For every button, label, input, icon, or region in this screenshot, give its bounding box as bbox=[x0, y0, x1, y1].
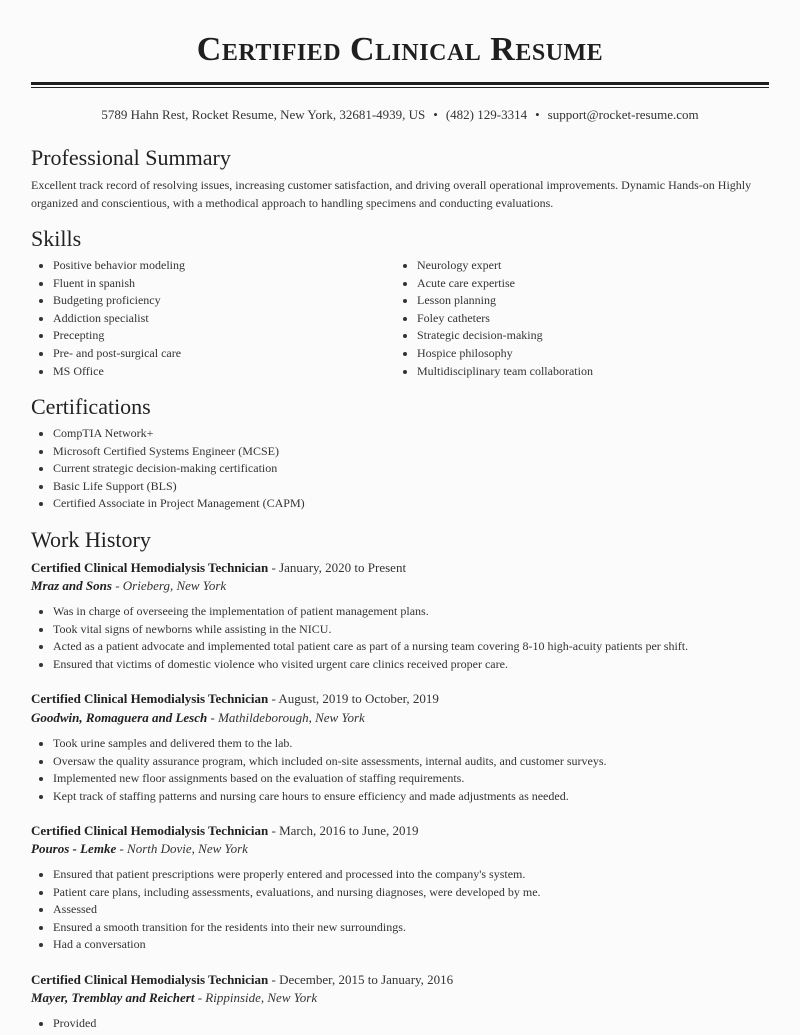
employer-line bbox=[31, 989, 317, 1007]
job-dates: - December, 2015 to January, 2016 bbox=[268, 972, 454, 987]
certifications-list bbox=[31, 425, 771, 513]
job-title-line bbox=[31, 559, 406, 577]
certifications-heading: Certifications bbox=[31, 394, 151, 419]
skill-item: Neurology expert bbox=[395, 257, 765, 275]
work-history-heading: Work History bbox=[31, 527, 151, 552]
employer-location: - Mathildeborough, New York bbox=[207, 710, 365, 725]
skill-item: Precepting bbox=[31, 327, 391, 345]
job-bullet: Took urine samples and delivered them to the lab. bbox=[31, 735, 776, 753]
skill-item: Acute care expertise bbox=[395, 275, 765, 293]
contact-separator: • bbox=[433, 107, 438, 122]
job-dates: - March, 2016 to June, 2019 bbox=[268, 823, 419, 838]
employer-line bbox=[31, 840, 248, 858]
skill-item: Pre- and post-surgical care bbox=[31, 345, 391, 363]
title-rule-thick bbox=[31, 82, 769, 85]
skills-heading: Skills bbox=[31, 226, 82, 251]
job-bullet: Oversaw the quality assurance program, which included on-site assessments, internal audits, and customer surveys. bbox=[31, 753, 776, 771]
employer-name: Goodwin, Romaguera and Lesch bbox=[31, 710, 208, 725]
employer-line bbox=[31, 577, 226, 595]
skill-item: Addiction specialist bbox=[31, 310, 391, 328]
job-bullets bbox=[31, 735, 776, 805]
skill-item: Strategic decision-making bbox=[395, 327, 765, 345]
job-bullet: Ensured a smooth transition for the residents into their new surroundings. bbox=[31, 919, 776, 937]
job-bullet: Was in charge of overseeing the implementation of patient management plans. bbox=[31, 603, 776, 621]
job-title-line bbox=[31, 822, 418, 840]
job-bullet: Ensured that patient prescriptions were properly entered and processed into the company's system. bbox=[31, 866, 776, 884]
job-bullet: Acted as a patient advocate and implemented total patient care as part of a nursing team covering 8-10 high-acuity patients per shift. bbox=[31, 638, 776, 656]
skills-list-left bbox=[31, 257, 391, 380]
certification-item: CompTIA Network+ bbox=[31, 425, 771, 443]
job-title: Certified Clinical Hemodialysis Technician bbox=[31, 972, 269, 987]
skill-item: Budgeting proficiency bbox=[31, 292, 391, 310]
job-bullet: Had a conversation bbox=[31, 936, 776, 954]
skills-list-right bbox=[395, 257, 765, 380]
summary-heading: Professional Summary bbox=[31, 145, 231, 170]
skill-item: Positive behavior modeling bbox=[31, 257, 391, 275]
resume-title: Certified Clinical Resume bbox=[196, 31, 604, 68]
employer-name: Mayer, Tremblay and Reichert bbox=[31, 990, 195, 1005]
certification-item: Microsoft Certified Systems Engineer (MCSE) bbox=[31, 443, 771, 461]
employer-location: - Orieberg, New York bbox=[111, 578, 227, 593]
certification-item: Current strategic decision-making certification bbox=[31, 460, 771, 478]
skill-item: MS Office bbox=[31, 363, 391, 381]
contact-email: support@rocket-resume.com bbox=[547, 107, 699, 122]
job-dates: - January, 2020 to Present bbox=[268, 560, 407, 575]
job-title: Certified Clinical Hemodialysis Technician bbox=[31, 560, 269, 575]
employer-location: - Rippinside, New York bbox=[194, 990, 318, 1005]
contact-address: 5789 Hahn Rest, Rocket Resume, New York, 32681-4939, US bbox=[101, 107, 426, 122]
contact-separator: • bbox=[535, 107, 540, 122]
skill-item: Multidisciplinary team collaboration bbox=[395, 363, 765, 381]
employer-name: Pouros - Lemke bbox=[31, 841, 117, 856]
job-title-line bbox=[31, 690, 439, 708]
certification-item: Certified Associate in Project Management (CAPM) bbox=[31, 495, 771, 513]
job-bullets bbox=[31, 1015, 776, 1033]
job-bullet: Implemented new floor assignments based on the evaluation of staffing requirements. bbox=[31, 770, 776, 788]
skill-item: Foley catheters bbox=[395, 310, 765, 328]
job-bullets bbox=[31, 866, 776, 954]
job-bullet: Provided bbox=[31, 1015, 776, 1033]
contact-phone: (482) 129-3314 bbox=[445, 107, 528, 122]
job-bullets bbox=[31, 603, 776, 673]
employer-name: Mraz and Sons bbox=[31, 578, 112, 593]
job-title: Certified Clinical Hemodialysis Technician bbox=[31, 823, 269, 838]
skill-item: Lesson planning bbox=[395, 292, 765, 310]
job-bullet: Ensured that victims of domestic violence who visited urgent care clinics received proper care. bbox=[31, 656, 776, 674]
skill-item: Fluent in spanish bbox=[31, 275, 391, 293]
employer-location: - North Dovie, New York bbox=[116, 841, 248, 856]
job-bullet: Took vital signs of newborns while assisting in the NICU. bbox=[31, 621, 776, 639]
job-bullet: Patient care plans, including assessments, evaluations, and nursing diagnoses, were developed by me. bbox=[31, 884, 776, 902]
job-bullet: Kept track of staffing patterns and nursing care hours to ensure efficiency and made adjustments as needed. bbox=[31, 788, 776, 806]
certification-item: Basic Life Support (BLS) bbox=[31, 478, 771, 496]
skill-item: Hospice philosophy bbox=[395, 345, 765, 363]
summary-text: Excellent track record of resolving issues, increasing customer satisfaction, and driving overall operational improvements. Dynamic Hands-on Highly organized and conscientious, with a methodical approach to handling specimens and conducting evaluations. bbox=[31, 178, 752, 210]
title-rule-thin bbox=[31, 87, 769, 88]
job-bullet: Assessed bbox=[31, 901, 776, 919]
job-title-line bbox=[31, 971, 453, 989]
contact-line bbox=[0, 106, 800, 124]
employer-line bbox=[31, 709, 365, 727]
job-dates: - August, 2019 to October, 2019 bbox=[268, 691, 439, 706]
job-title: Certified Clinical Hemodialysis Technician bbox=[31, 691, 269, 706]
